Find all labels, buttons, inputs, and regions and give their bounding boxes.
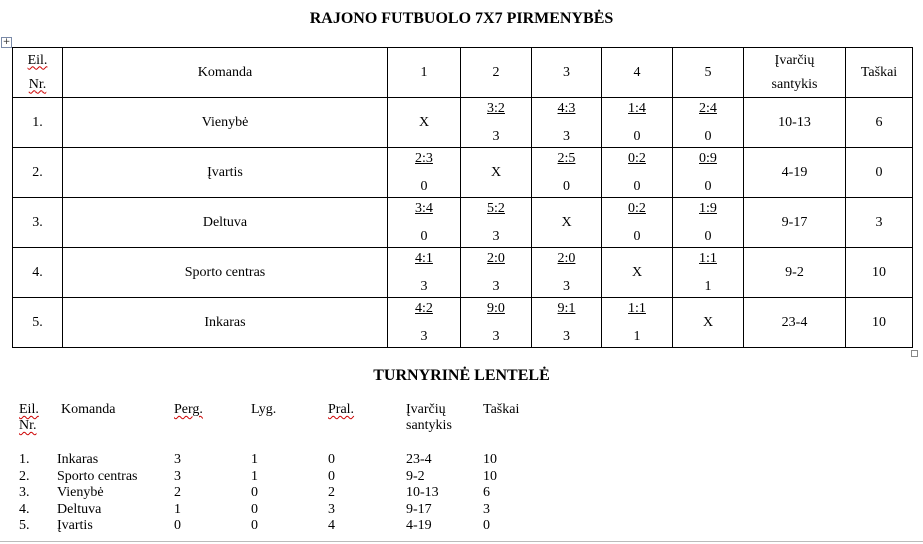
match-points: 0 — [563, 178, 570, 194]
results-row — [13, 248, 913, 298]
st-header-draws: Lyg. — [251, 402, 277, 417]
row-team: Sporto centras — [63, 248, 388, 298]
match-points: 0 — [420, 228, 428, 244]
header-goals: Įvarčių santykis — [744, 48, 846, 98]
match-points: 0 — [704, 178, 712, 194]
match-result — [602, 301, 672, 345]
results-row — [13, 148, 913, 198]
row-points: 10 — [846, 248, 913, 298]
header-nr: Eil. Nr. — [13, 48, 63, 98]
match-score: 0:2 — [628, 150, 646, 166]
match-score: 1:1 — [699, 250, 717, 266]
st-header-losses: Pral. — [328, 402, 355, 417]
match-cell: X — [532, 198, 602, 248]
row-goals: 10-13 — [744, 98, 846, 148]
row-goals: 4-19 — [744, 148, 846, 198]
standings-draws: 1 — [251, 468, 258, 484]
results-row — [13, 98, 913, 148]
match-cell — [461, 248, 532, 298]
match-cell — [388, 298, 461, 348]
match-points: 3 — [563, 278, 570, 294]
standings-nr: 2. — [19, 468, 30, 484]
table-move-handle-icon[interactable]: + — [2, 37, 11, 47]
standings-goals: 10-13 — [406, 485, 439, 500]
match-cell — [461, 298, 532, 348]
standings-table — [0, 402, 923, 537]
match-score: 4:2 — [415, 300, 433, 316]
row-points: 0 — [846, 148, 913, 198]
match-result — [673, 151, 743, 195]
match-points: 3 — [420, 328, 428, 344]
match-points: 1 — [633, 328, 641, 344]
row-team: Deltuva — [63, 198, 388, 248]
standings-nr: 3. — [19, 485, 30, 500]
match-score: 2:0 — [487, 250, 505, 266]
row-team: Inkaras — [63, 298, 388, 348]
match-cell — [602, 198, 673, 248]
match-score: 1:1 — [628, 300, 646, 316]
standings-wins: 2 — [174, 485, 181, 500]
match-score: 3:4 — [415, 200, 433, 216]
results-header-row — [13, 48, 913, 98]
match-cell — [673, 148, 744, 198]
standings-draws: 0 — [251, 518, 258, 533]
match-points: 0 — [633, 178, 641, 194]
st-header-team: Komanda — [61, 402, 116, 417]
match-result — [532, 251, 601, 295]
match-points: 0 — [633, 228, 641, 244]
standings-losses: 2 — [328, 485, 335, 500]
match-result — [673, 201, 743, 245]
match-result — [602, 101, 672, 145]
match-cell — [532, 98, 602, 148]
row-nr: 3. — [13, 198, 63, 248]
row-team: Įvartis — [63, 148, 388, 198]
match-result — [461, 201, 531, 245]
header-col-2: 2 — [461, 48, 532, 98]
match-result — [602, 151, 672, 195]
standings-losses: 0 — [328, 468, 335, 484]
row-goals: 9-17 — [744, 198, 846, 248]
standings-goals: 23-4 — [406, 452, 432, 467]
standings-wins: 3 — [174, 468, 181, 484]
header-col-4: 4 — [602, 48, 673, 98]
row-points: 6 — [846, 98, 913, 148]
standings-goals: 9-2 — [406, 468, 425, 484]
match-result — [388, 301, 460, 345]
match-result — [602, 201, 672, 245]
match-score: 2:0 — [557, 250, 576, 266]
match-cell — [602, 98, 673, 148]
standings-points: 10 — [483, 452, 497, 467]
standings-nr: 5. — [19, 518, 30, 533]
match-cell — [532, 298, 602, 348]
match-cell — [532, 248, 602, 298]
match-points: 3 — [420, 278, 428, 294]
match-cell — [461, 98, 532, 148]
row-points: 10 — [846, 298, 913, 348]
match-score: 3:2 — [487, 100, 505, 116]
match-points: 3 — [492, 328, 500, 344]
match-result — [673, 101, 743, 145]
match-cell: X — [388, 98, 461, 148]
match-score: 4:3 — [557, 100, 576, 116]
header-col-1: 1 — [388, 48, 461, 98]
match-score: 4:1 — [415, 250, 433, 266]
row-nr: 1. — [13, 98, 63, 148]
match-result — [532, 301, 601, 345]
standings-points: 0 — [483, 518, 490, 533]
match-result — [461, 251, 531, 295]
results-matrix-table — [12, 47, 913, 348]
match-cell — [673, 98, 744, 148]
match-result — [673, 251, 743, 295]
standings-team: Sporto centras — [57, 468, 138, 484]
match-score: 2:5 — [557, 150, 576, 166]
st-header-nr: Eil. Nr. — [19, 402, 39, 433]
row-goals: 23-4 — [744, 298, 846, 348]
standings-draws: 0 — [251, 501, 258, 517]
standings-team: Įvartis — [57, 518, 93, 533]
table-resize-handle[interactable] — [911, 350, 918, 357]
standings-goals: 9-17 — [406, 501, 432, 517]
standings-draws: 0 — [251, 485, 258, 500]
match-score: 2:4 — [699, 100, 717, 116]
match-cell — [388, 198, 461, 248]
standings-losses: 0 — [328, 452, 335, 467]
match-result — [388, 151, 460, 195]
standings-nr: 4. — [19, 501, 30, 517]
match-points: 3 — [563, 128, 570, 144]
match-points: 3 — [563, 328, 570, 344]
results-row — [13, 298, 913, 348]
st-header-goals: Įvarčių santykis — [406, 402, 452, 433]
match-cell — [602, 298, 673, 348]
match-points: 0 — [420, 178, 428, 194]
standings-points: 10 — [483, 468, 497, 484]
header-col-3: 3 — [532, 48, 602, 98]
match-cell — [673, 198, 744, 248]
match-points: 0 — [633, 128, 641, 144]
standings-team: Vienybė — [57, 485, 104, 500]
standings-wins: 3 — [174, 452, 181, 467]
header-points: Taškai — [846, 48, 913, 98]
match-points: 3 — [492, 278, 500, 294]
standings-losses: 3 — [328, 501, 335, 517]
standings-draws: 1 — [251, 452, 258, 467]
row-points: 3 — [846, 198, 913, 248]
page-title: RAJONO FUTBUOLO 7X7 PIRMENYBĖS — [309, 10, 614, 27]
match-score: 0:9 — [699, 150, 717, 166]
match-result — [388, 201, 460, 245]
match-points: 3 — [492, 228, 500, 244]
match-score: 9:1 — [557, 300, 576, 316]
standings-losses: 4 — [328, 518, 335, 533]
match-cell — [461, 198, 532, 248]
match-result — [532, 101, 601, 145]
header-team: Komanda — [63, 48, 388, 98]
match-score: 5:2 — [487, 200, 505, 216]
match-cell: X — [673, 298, 744, 348]
row-team: Vienybė — [63, 98, 388, 148]
page-edge-divider — [0, 541, 923, 542]
match-cell — [673, 248, 744, 298]
match-result — [532, 151, 601, 195]
match-cell: X — [602, 248, 673, 298]
match-score: 2:3 — [415, 150, 433, 166]
standings-wins: 1 — [174, 501, 181, 517]
match-score: 9:0 — [487, 300, 505, 316]
row-goals: 9-2 — [744, 248, 846, 298]
row-nr: 2. — [13, 148, 63, 198]
match-cell — [388, 248, 461, 298]
standings-title: TURNYRINĖ LENTELĖ — [373, 367, 550, 384]
match-score: 1:9 — [699, 200, 717, 216]
match-cell: X — [461, 148, 532, 198]
match-cell — [532, 148, 602, 198]
st-header-wins: Perg. — [174, 402, 203, 417]
standings-points: 6 — [483, 485, 490, 500]
row-nr: 4. — [13, 248, 63, 298]
header-col-5: 5 — [673, 48, 744, 98]
standings-team: Deltuva — [57, 501, 102, 517]
match-cell — [388, 148, 461, 198]
row-nr: 5. — [13, 298, 63, 348]
match-result — [388, 251, 460, 295]
match-cell — [602, 148, 673, 198]
match-points: 1 — [704, 278, 712, 294]
standings-nr: 1. — [19, 452, 30, 467]
standings-goals: 4-19 — [406, 518, 432, 533]
standings-points: 3 — [483, 501, 490, 517]
standings-team: Inkaras — [57, 452, 99, 467]
match-score: 1:4 — [628, 100, 646, 116]
match-points: 0 — [704, 128, 712, 144]
standings-wins: 0 — [174, 518, 181, 533]
results-row — [13, 198, 913, 248]
match-result — [461, 301, 531, 345]
match-result — [461, 101, 531, 145]
st-header-points: Taškai — [483, 402, 520, 417]
match-points: 3 — [492, 128, 500, 144]
match-points: 0 — [704, 228, 712, 244]
match-score: 0:2 — [628, 200, 646, 216]
